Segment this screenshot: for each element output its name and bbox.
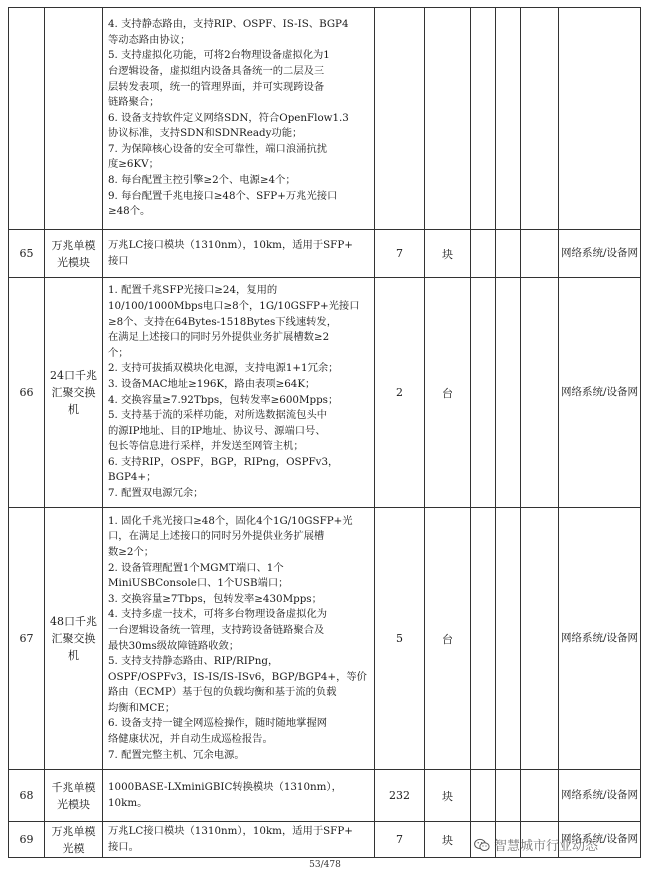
quantity-cell: 7 [375, 230, 425, 278]
spec-line: 万兆LC接口模块（1310nm），10km，适用于SFP+ [108, 825, 353, 837]
spec-line: 等动态路由协议； [108, 33, 191, 46]
empty-cell [521, 278, 559, 508]
empty-cell [496, 508, 521, 770]
empty-cell [521, 8, 559, 230]
spec-description-cell [103, 8, 375, 230]
spec-line: 口，在满足上述接口的同时另外提供业务扩展槽 [108, 530, 325, 543]
spec-line: 7. 配置完整主机、冗余电源。 [108, 748, 245, 761]
quantity-cell: 232 [375, 770, 425, 822]
quantity-cell [375, 8, 425, 230]
table-body [9, 8, 641, 858]
empty-cell [471, 770, 496, 822]
item-name-cell: 千兆单模光模块 [45, 770, 103, 822]
spec-line: 接口 [108, 254, 129, 267]
unit-cell [425, 8, 471, 230]
spec-line: 均衡和MCE； [108, 701, 176, 714]
spec-description-cell [103, 822, 375, 858]
spec-line: 协议标准，支持SDN和SDNReady功能； [108, 127, 303, 140]
table-row [9, 230, 641, 278]
table-row [9, 8, 641, 230]
table-row [9, 770, 641, 822]
empty-cell [496, 278, 521, 508]
spec-description-cell [103, 508, 375, 770]
spec-line: 4. 支持静态路由，支持RIP、OSPF、IS-IS、BGP4 [108, 18, 349, 31]
item-name-cell: 24口千兆汇聚交换机 [45, 278, 103, 508]
spec-line: 2. 设备管理配置1个MGMT端口、1个 [108, 561, 284, 574]
unit-cell: 块 [425, 230, 471, 278]
spec-description-cell [103, 278, 375, 508]
spec-line: 9. 每台配置千兆电接口≥48个、SFP+万兆光接口 [108, 189, 338, 202]
spec-line: 包长等信息进行采样，并发送至网管主机； [108, 440, 304, 453]
row-number-cell [9, 8, 45, 230]
row-number-cell: 69 [9, 822, 45, 858]
spec-line: 一台逻辑设备统一管理，支持跨设备链路聚合及 [108, 623, 325, 636]
empty-cell [521, 508, 559, 770]
empty-cell [471, 278, 496, 508]
empty-cell [496, 770, 521, 822]
spec-line: 数≥2个； [108, 545, 155, 558]
spec-line: 10km。 [108, 796, 148, 809]
spec-line: 的源IP地址、目的IP地址、协议号、源端口号、 [108, 424, 326, 437]
spec-line: 7. 为保障核心设备的安全可靠性，端口浪涌抗扰 [108, 142, 328, 155]
category-cell [559, 8, 641, 230]
spec-line: 在满足上述接口的同时另外提供业务扩展槽数≥2 [108, 331, 330, 344]
spec-table [8, 7, 641, 858]
spec-line: BGP4+； [108, 471, 157, 484]
unit-cell: 块 [425, 770, 471, 822]
empty-cell [471, 230, 496, 278]
spec-line: 1. 配置千兆SFP光接口≥24，复用的 [108, 284, 278, 297]
item-name-cell: 万兆单模光模块 [45, 230, 103, 278]
category-cell: 网络系统/设备网 [559, 822, 641, 858]
spec-line: 3. 设备MAC地址≥196K，路由表项≥64K； [108, 377, 316, 390]
empty-cell [521, 770, 559, 822]
empty-cell [496, 230, 521, 278]
category-cell: 网络系统/设备网 [559, 508, 641, 770]
row-number-cell: 67 [9, 508, 45, 770]
spec-line: 8. 每台配置主控引擎≥2个、电源≥4个； [108, 174, 296, 187]
spec-line: 6. 支持RIP，OSPF，BGP，RIPng，OSPFv3， [108, 455, 339, 468]
spec-line: 5. 支持基于流的采样功能，对所选数据流包头中 [108, 409, 328, 422]
unit-cell: 块 [425, 822, 471, 858]
row-number-cell: 65 [9, 230, 45, 278]
item-name-cell: 48口千兆汇聚交换机 [45, 508, 103, 770]
wechat-icon [474, 838, 490, 852]
watermark-text: 智慧城市行业动态 [494, 839, 599, 854]
spec-line: 万兆LC接口模块（1310nm），10km，适用于SFP+ [108, 238, 353, 251]
spec-line: 4. 交换容量≥7.92Tbps，包转发率≥600Mpps； [108, 393, 339, 406]
table-row [9, 508, 641, 770]
empty-cell [471, 508, 496, 770]
spec-line: OSPF/OSPFv3，IS-IS/IS-ISv6，BGP/BGP4+，等价 [108, 670, 367, 683]
quantity-cell: 7 [375, 822, 425, 858]
spec-line: 5. 支持虚拟化功能，可将2台物理设备虚拟化为1 [108, 49, 330, 62]
spec-line: 层转发表项，统一的管理界面，并可实现跨设备 [108, 80, 325, 93]
row-number-cell: 66 [9, 278, 45, 508]
spec-line: 3. 交换容量≥7Tbps，包转发率≥430Mpps； [108, 592, 322, 605]
quantity-cell: 2 [375, 278, 425, 508]
empty-cell [521, 230, 559, 278]
spec-line: 1000BASE-LXminiGBIC转换模块（1310nm）， [108, 780, 342, 793]
spec-line: 接口。 [108, 840, 139, 853]
spec-line: 7. 配置双电源冗余； [108, 487, 204, 500]
spec-line: MiniUSBConsole口、1个USB端口； [108, 577, 289, 590]
spec-line: 10/100/1000Mbps电口≥8个，1G/10GSFP+光接口 [108, 299, 360, 312]
spec-line: 2. 支持可拔插双模块化电源，支持电源1+1冗余； [108, 362, 339, 375]
spec-line: ≥8个、支持在64Bytes-1518Bytes下线速转发， [108, 315, 338, 328]
spec-line: 1. 固化千兆光接口≥48个，固化4个1G/10GSFP+光 [108, 514, 353, 527]
spec-line: 路由（ECMP）基于包的负载均衡和基于流的负载 [108, 686, 337, 699]
item-name-cell [45, 8, 103, 230]
empty-cell [471, 8, 496, 230]
spec-line: 度≥6KV； [108, 158, 159, 171]
empty-cell [496, 8, 521, 230]
spec-line: 5. 支持支持静态路由、RIP/RIPng， [108, 655, 279, 668]
quantity-cell: 5 [375, 508, 425, 770]
page-number: 53/478 [309, 860, 341, 870]
category-cell: 网络系统/设备网 [559, 770, 641, 822]
table-row [9, 278, 641, 508]
spec-description-cell [103, 770, 375, 822]
category-cell: 网络系统/设备网 [559, 230, 641, 278]
spec-line: 6. 设备支持一键全网巡检操作，随时随地掌握网 [108, 717, 328, 730]
unit-cell: 台 [425, 278, 471, 508]
spec-line: 台逻辑设备，虚拟组内设备具备统一的二层及三 [108, 64, 325, 77]
category-cell: 网络系统/设备网 [559, 278, 641, 508]
spec-line: 链路聚合； [108, 96, 160, 109]
row-number-cell: 68 [9, 770, 45, 822]
item-name-cell: 万兆单模光模 [45, 822, 103, 858]
watermark [474, 835, 598, 854]
spec-line: 最快30ms级故障链路收敛； [108, 639, 240, 652]
spec-line: 个； [108, 346, 129, 359]
spec-description-cell [103, 230, 375, 278]
spec-line: 6. 设备支持软件定义网络SDN，符合OpenFlow1.3 [108, 111, 349, 124]
spec-line: 4. 支持多虚一技术，可将多台物理设备虚拟化为 [108, 608, 328, 621]
unit-cell: 台 [425, 508, 471, 770]
spec-line: ≥48个。 [108, 205, 151, 218]
spec-line: 络健康状况，并自动生成巡检报告。 [108, 733, 273, 746]
